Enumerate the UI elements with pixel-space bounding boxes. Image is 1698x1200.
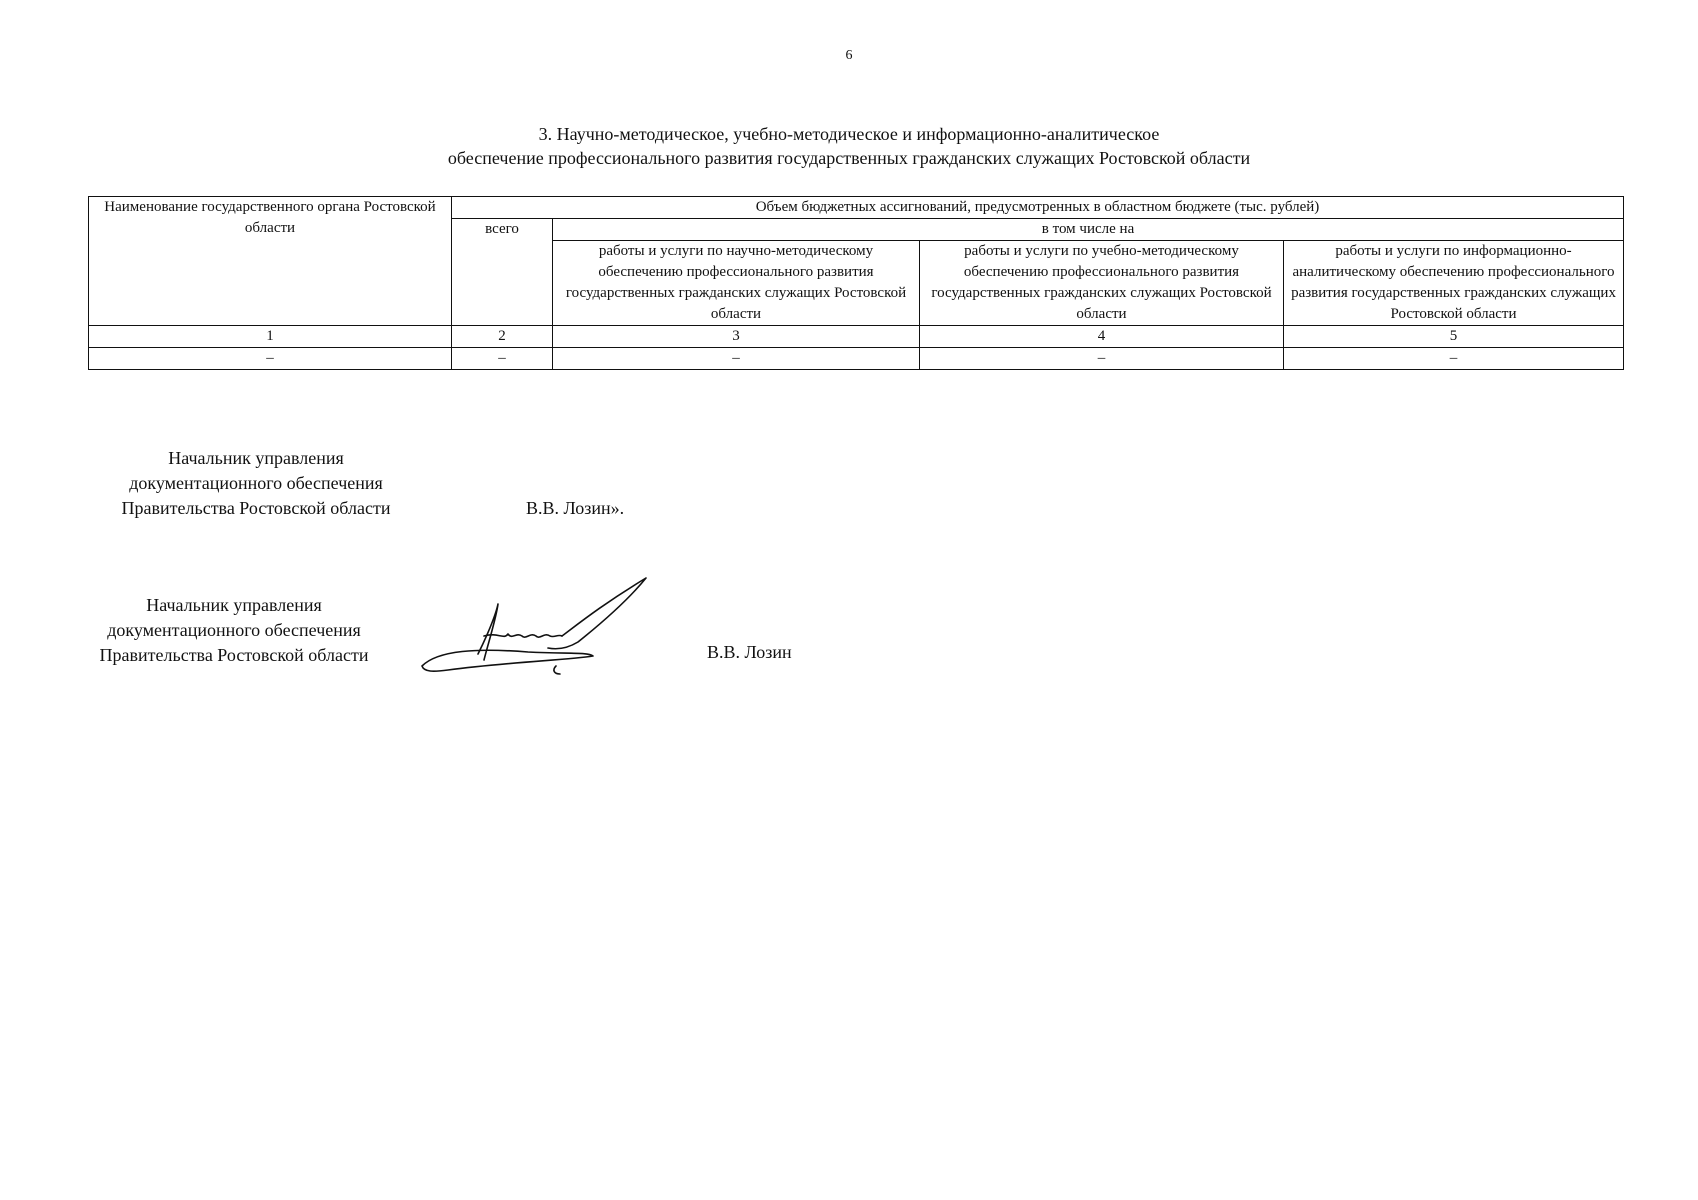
signature-block-2-title: [70, 593, 398, 668]
budget-header: Объем бюджетных ассигнований, предусмотренных в областном бюджете (тыс. рублей): [452, 197, 1624, 219]
total-header: всего: [452, 219, 553, 326]
table-row: [89, 348, 1624, 370]
section-title: [0, 122, 1698, 170]
signer-position-line1: Начальник управления: [146, 595, 322, 615]
sub-header-scientific: работы и услуги по научно-методическому обеспечению профессионального развития государственных гражданских служащих Ростовской области: [553, 241, 920, 326]
column-number: 3: [553, 326, 920, 348]
column-number: 1: [89, 326, 452, 348]
page-number: 6: [845, 48, 853, 63]
signer-position-line2: документационного обеспечения: [107, 620, 361, 640]
table-cell: –: [553, 348, 920, 370]
table-cell: –: [452, 348, 553, 370]
column-number: 4: [920, 326, 1284, 348]
signer-name-2: В.В. Лозин: [707, 642, 792, 662]
column-numbers-row: [89, 326, 1624, 348]
table-cell: –: [89, 348, 452, 370]
signer-name-1: В.В. Лозин».: [526, 498, 625, 518]
signer-position-line3: Правительства Ростовской области: [99, 645, 369, 665]
handwritten-signature: [418, 574, 658, 684]
signature-block-1-title: [92, 446, 420, 521]
sub-header-educational: работы и услуги по учебно-методическому обеспечению профессионального развития государственных гражданских служащих Ростовской области: [920, 241, 1284, 326]
sub-header-analytical: работы и услуги по информационно-аналитическому обеспечению профессионального развития государственных гражданских служащих Ростовской области: [1284, 241, 1624, 326]
table-cell: –: [1284, 348, 1624, 370]
including-header: в том числе на: [553, 219, 1624, 241]
table-cell: –: [920, 348, 1284, 370]
column-number: 5: [1284, 326, 1624, 348]
col-name-header: Наименование государственного органа Ростовской области: [89, 197, 452, 326]
header-row-1: [89, 197, 1624, 219]
section-title-line2: обеспечение профессионального развития государственных гражданских служащих Ростовской области: [447, 148, 1251, 168]
budget-table: [88, 196, 1624, 370]
signer-position-line2: документационного обеспечения: [129, 473, 383, 493]
column-number: 2: [452, 326, 553, 348]
signer-position-line3: Правительства Ростовской области: [121, 498, 391, 518]
section-title-line1: 3. Научно-методическое, учебно-методическое и информационно-аналитическое: [538, 124, 1160, 144]
signer-position-line1: Начальник управления: [168, 448, 344, 468]
